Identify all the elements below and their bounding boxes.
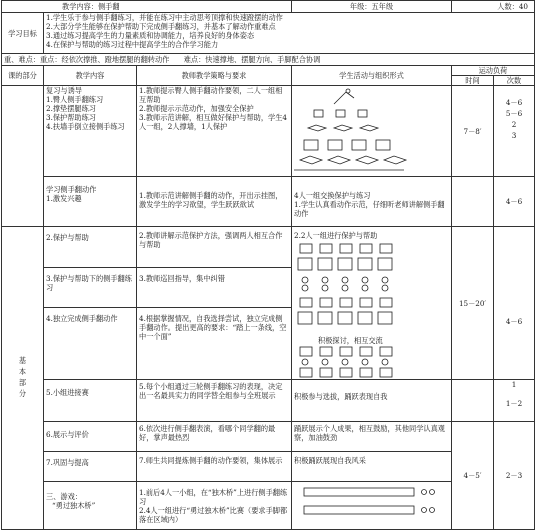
section-label: 基本部分 [2,227,44,530]
row-strategy: 1.教师提示臀人侧手翻动作要领，二人一组相互帮助 2.教师提示示范动作，加强安全保护 3.教师示范讲解，相互做好保护与帮助，学生4人一组，2人撑墙，1人保护 [137,86,292,177]
row-activity: 4人一组交换保护与练习 1.学生认真看动作示范，仔细听老师讲解侧手翻动作 [292,177,452,227]
game-formation-diagram [294,482,449,526]
row-activity: 踊跃展示个人成果，相互鼓励，其他同学认真观察，加油鼓劲 [292,422,452,452]
row-content: 6.展示与评价 [44,422,137,452]
objective-item: 1.学生乐于参与侧手翻练习，并能在练习中主动思考顶撑和快速蹬摆的动作 [46,13,283,22]
row-reps: 4－6 [494,227,535,380]
content-label: 教学内容：侧手翻 [2,1,292,13]
column-header-row [2,66,535,76]
row-activity [292,482,452,530]
count-label: 人数：40 [452,1,535,13]
lesson-plan-table [1,0,535,530]
grade-label: 年级：五年级 [292,1,452,13]
row-strategy: 2.教师讲解示范保护方法，强调两人相互合作与帮助 [137,227,292,268]
col-reps: 次数 [494,76,535,86]
row-strategy: 1.教师示范讲解侧手翻的动作，开出示挂图，激发学生的学习欲望，学生跃跃欲试 [137,177,292,227]
table-row [2,177,535,227]
exploration-formation-diagram [294,345,449,379]
row-content: 4.独立完成侧手翻动作 [44,308,137,380]
section-label-cell [2,86,44,227]
row-strategy: 7.师生共同提炼侧手翻的动作要领，集体展示 [137,452,292,482]
objective-item: 4.在保护与帮助的练习过程中提高学生的合作学习能力 [46,40,219,49]
header-row [2,1,535,13]
row-reps: 4－6 5－6 2 3 [494,86,535,177]
row-content: 5.小组进接赛 [44,380,137,422]
row-content: 学习侧手翻动作 1.激发兴趣 [44,177,137,227]
row-time: 4－5′ [452,422,494,530]
row-content: 3.保护与帮助下的侧手翻练习 [44,267,137,308]
col-activity: 学生活动与组织形式 [292,66,452,86]
row-activity: 积极踊跃展现自我风采 [292,452,452,482]
row-strategy: 3.教师巡回指导，集中纠错 [137,267,292,308]
objective-item: 3.通过练习提高学生的力量素质和协调能力，培养良好的身体姿态 [46,31,255,40]
col-strategy: 教师教学策略与要求 [137,66,292,86]
row-activity: 2.2人一组进行保护与帮助 积极探讨，相互交流 [292,227,452,380]
col-time: 时间 [452,76,494,86]
objectives-row [2,13,535,54]
row-content: 2.保护与帮助 [44,227,137,268]
row-time: 7－8′ [452,86,494,177]
row-reps: 4－6 [494,177,535,227]
key-points-row [2,54,535,66]
col-load: 运动负荷 [452,66,535,76]
row-strategy: 5.每个小组通过三轮侧手翻练习的表现，决定出一名最具实力的同学替全组参与全班展示 [137,380,292,422]
table-row [2,227,535,268]
row-reps: 1 1－2 [494,380,535,422]
warmup-formation-diagram [294,86,449,174]
key-points: 重、难点：重点：经依次撑推、蹬地摆腿的翻转动作 难点：快速撑地、摆腿方向、手脚配合协调 [2,54,535,66]
row-reps: 2－3 [494,422,535,530]
objectives-list [44,13,535,54]
objective-item: 2.大部分学生能够在保护帮助下完成侧手翻练习，并基本了解动作重难点 [46,22,276,31]
row-strategy: 6.依次进行侧手翻表演，看哪个同学翻的最好，掌声最热烈 [137,422,292,452]
row-strategy: 1.前后4人一小组，在“独木桥”上进行侧手翻练习 2.4人一组进行“勇过独木桥”比赛（要求手脚都落在区域内） [137,482,292,530]
row-activity: 积极参与选拔，踊跃表现自我 [292,380,452,422]
row-activity [292,86,452,177]
row-time [452,380,494,422]
table-row [2,380,535,422]
row-content: 7.巩固与提高 [44,452,137,482]
table-row [2,422,535,452]
col-section: 课的部分 [2,66,44,86]
group-formation-diagram [294,240,449,336]
row-strategy: 4.根据掌握情况，自我选择尝试，独立完成侧手翻动作。提出更高的要求：“踏上一条线，空中一个面” [137,308,292,380]
table-row [2,86,535,177]
objectives-label: 学习目标 [2,13,44,54]
col-content: 教学内容 [44,66,137,86]
row-content: 复习与诱导 1.臀人侧手翻练习 2.撑垫摆腿练习 3.保护帮助练习 4.扶墙手倒立接侧手练习 [44,86,137,177]
row-time: 15－20′ [452,227,494,380]
row-content: 三、游戏： “勇过独木桥” [44,482,137,530]
row-time [452,177,494,227]
